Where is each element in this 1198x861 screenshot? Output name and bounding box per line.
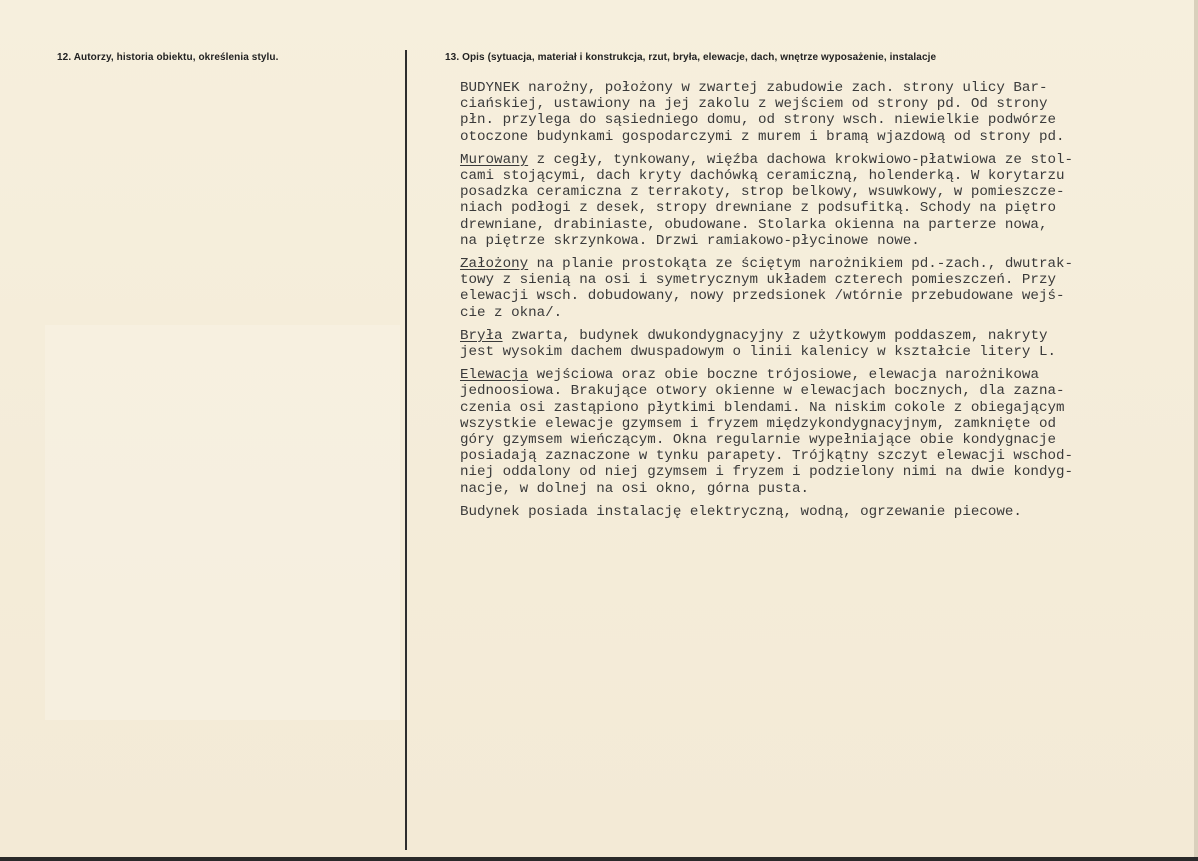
- lead-word: Murowany: [460, 151, 529, 168]
- lead-word: BUDYNEK: [460, 80, 520, 96]
- sheet-edge: [1194, 0, 1198, 861]
- paragraph-plan: Założony na planie prostokąta ze ściętym narożnikiem pd.-zach., dwutrak- towy z sienią na osi i symetrycznym układem czterech pomieszczeń. Przy elewacji wsch. dobudowany, nowy przedsionek /wtórnie przebudowane wejś- cie z okna/.: [460, 256, 1074, 321]
- column-divider: [405, 50, 407, 850]
- paragraph-situation: BUDYNEK narożny, położony w zwartej zabudowie zach. strony ulicy Bar- ciańskiej, ustawiony na jej zakolu z wejściem od strony pd. Od strony płn. przylega do sąsiedniego domu, od strony wsch. niewielkie podwórze otoczone budynkami gospodarczymi z murem i bramą wjazdową od strony pd.: [460, 80, 1065, 145]
- paragraph-material: Murowany z cegły, tynkowany, więźba dachowa krokwiowo-płatwiowa ze stol- cami stojącymi, dach kryty dachówką ceramiczną, holenderką. W korytarzu posadzka ceramiczna z terrakoty, strop belkowy, wsuwkowy, w pomieszcze- niach podłogi z desek, stropy drewniane z podsufitką. Schody na piętro drewniane, drabiniaste, obudowane. Stolarka okienna na parterze nowa, na piętrze skrzynkowa. Drzwi ramiakowo-płycinowe nowe.: [460, 151, 1074, 249]
- description-text: [460, 80, 1172, 527]
- lead-word: Założony: [460, 256, 529, 273]
- lead-word: Elewacja: [460, 367, 529, 384]
- paragraph-elevation: Elewacja wejściowa oraz obie boczne trójosiowe, elewacja narożnikowa jednoosiowa. Brakujące otwory okienne w elewacjach bocznych, dla zazna- czenia osi zastąpiono płytkimi blendami. Na niskim cokole z obiegającym wszystkie elewacje gzymsem i fryzem międzykondygnacyjnym, zamknięte od góry gzymsem wieńczącym. Okna regularnie wypełniające obie kondygnacje posiadają zaznaczone w tynku parapety. Trójkątny szczyt elewacji wschod- niej oddalony od niej gzymsem i fryzem i podzielony nimi na dwie kondyg- nacje, w dolnej na osi okno, górna pusta.: [460, 367, 1073, 497]
- paragraph-mass: Bryła zwarta, budynek dwukondygnacyjny z użytkowym poddaszem, nakryty jest wysokim dachem dwuspadowym o linii kalenicy w kształcie litery L.: [460, 327, 1056, 361]
- paragraph-installations: Budynek posiada instalację elektryczną, wodną, ogrzewanie piecowe.: [460, 503, 1022, 520]
- faded-patch: [45, 325, 400, 720]
- scan-border: [0, 857, 1198, 861]
- section-13-header: 13. Opis (sytuacja, materiał i konstrukcja, rzut, bryła, elewacje, dach, wnętrze wyposażenie, instalacje: [445, 52, 937, 63]
- lead-word: Bryła: [460, 327, 503, 344]
- section-12-header: 12. Autorzy, historia obiektu, określenia stylu.: [57, 52, 279, 63]
